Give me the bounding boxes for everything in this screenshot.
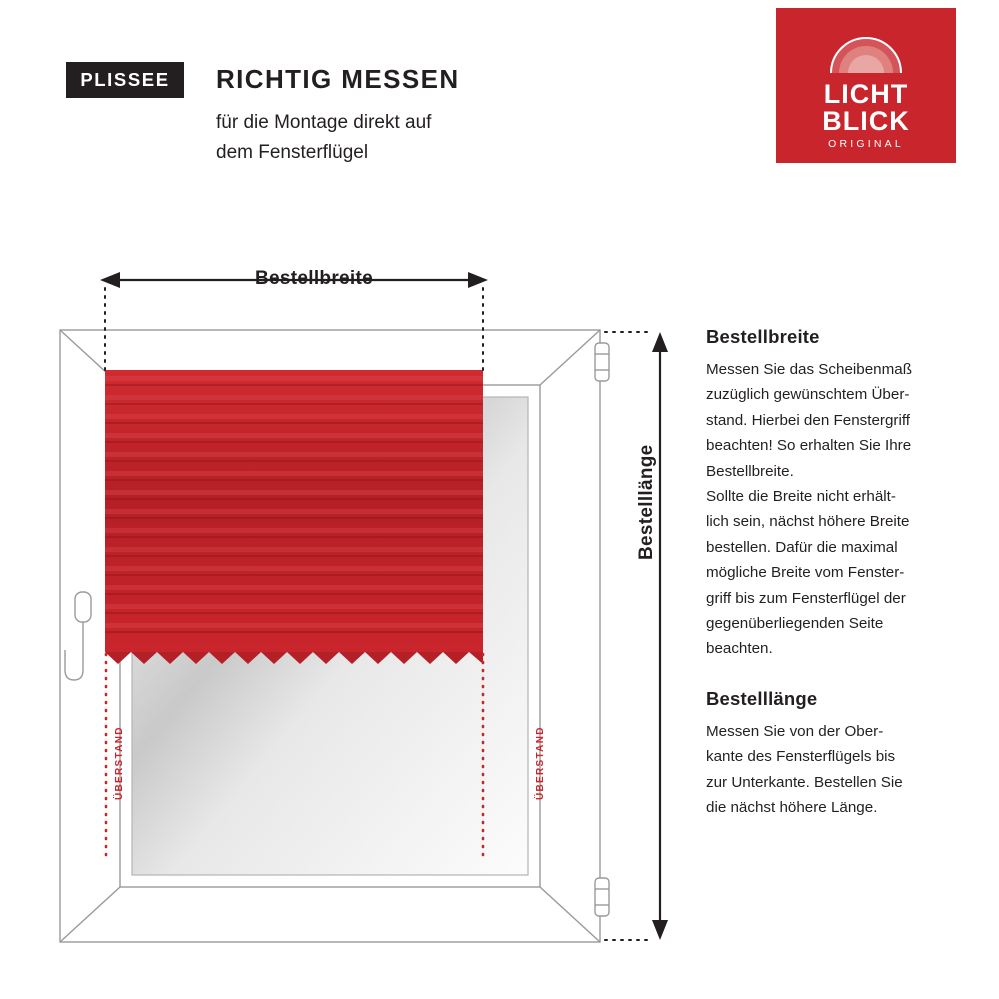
product-category-badge: PLISSEE (66, 62, 184, 98)
height-dimension-label: Bestelllänge (636, 444, 657, 560)
page-subtitle (216, 108, 636, 168)
overhang-label-left: ÜBERSTAND (114, 726, 125, 800)
info-column (706, 326, 968, 821)
info-line: stand. Hierbei den Fenstergriff (706, 411, 911, 429)
info-line: Messen Sie das Scheibenmaß (706, 361, 912, 378)
info-section-1-title: Bestellbreite (706, 326, 820, 347)
logo-line-1: LICHT (823, 79, 909, 109)
info-line: zur Unterkante. Bestellen Sie (706, 773, 903, 791)
info-line: zuzüglich gewünschtem Über- (706, 386, 910, 404)
info-line: gegenüberliegenden Seite (706, 615, 884, 633)
info-line: bestellen. Dafür die maximal (706, 538, 898, 556)
window-handle (65, 592, 91, 680)
info-line: Sollte die Breite nicht erhält- (706, 488, 896, 506)
logo-subtitle: ORIGINAL (828, 138, 904, 150)
info-section-2-body (706, 719, 968, 821)
measurement-diagram (40, 230, 700, 970)
info-section-divider (706, 662, 968, 688)
info-line: Bestellbreite. (706, 462, 794, 480)
height-extension-lines (605, 332, 652, 940)
width-dimension-label: Bestellbreite (255, 268, 373, 289)
page-subtitle-line-1: für die Montage direkt auf (216, 112, 432, 133)
info-section-1-body (706, 357, 968, 662)
page-subtitle-line-2: dem Fensterflügel (216, 142, 369, 163)
logo-line-2: BLICK (822, 106, 910, 136)
info-line: griff bis zum Fensterflügel der (706, 589, 906, 607)
window-illustration (40, 230, 700, 970)
info-section-2-title: Bestelllänge (706, 687, 818, 709)
info-line: Messen Sie von der Ober- (706, 722, 884, 740)
logo-arc-icon (829, 34, 903, 74)
window-hinge-bottom (595, 878, 609, 916)
overhang-label-right: ÜBERSTAND (535, 726, 546, 800)
info-line: kante des Fensterflügels bis (706, 748, 896, 766)
info-line: beachten. (706, 640, 773, 658)
plissee-blind (105, 370, 483, 664)
info-line: mögliche Breite vom Fenster- (706, 564, 905, 582)
info-line: beachten! So erhalten Sie Ihre (706, 437, 912, 455)
brand-logo (776, 8, 956, 163)
window-hinge-top (595, 343, 609, 381)
info-line: lich sein, nächst höhere Breite (706, 513, 910, 531)
page-title: RICHTIG MESSEN (216, 64, 460, 94)
info-line: die nächst höhere Länge. (706, 799, 878, 817)
height-dimension (652, 332, 668, 940)
